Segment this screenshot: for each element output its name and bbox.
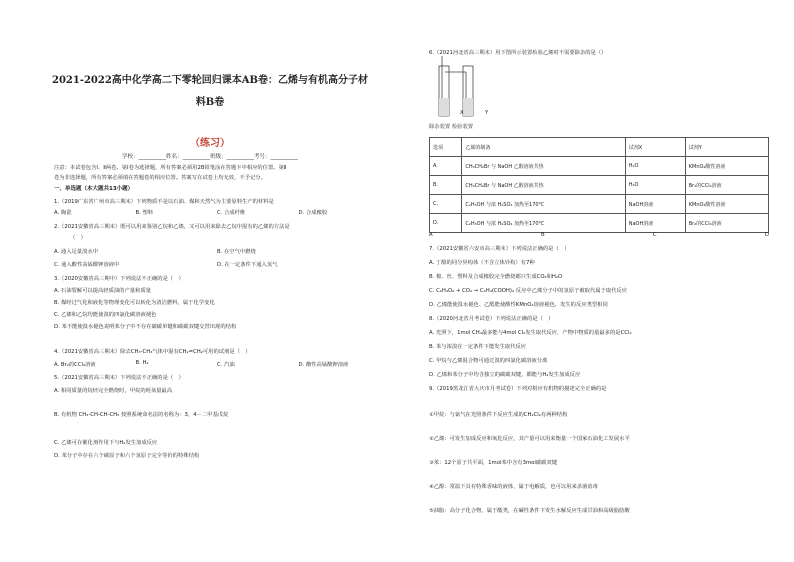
question-stem: （ ） — [70, 235, 86, 241]
left-column — [40, 0, 380, 562]
table-cell: D. — [430, 214, 462, 233]
text-line: ⑤油脂：高分子化合物，属于酯类，在碱性条件下发生水解反应生成甘油和高级脂肪酸 — [429, 508, 630, 514]
apparatus-caption: 除杂装置 检验装置 — [429, 124, 474, 130]
table-cell: KMnO₄酸性溶液 — [685, 157, 768, 176]
text-line: ④乙醇：常温下具有特殊香味的液体，属于电解质，也可以用来杀菌消毒 — [429, 484, 598, 490]
text-line: B. 苯与浓溴在一定条件下能发生取代反应 — [429, 344, 527, 350]
table-cell: CH₃CH₂Br 与 NaOH 乙醇溶液共热 — [462, 176, 625, 195]
option: C. 汽油 — [217, 362, 235, 368]
option: B — [540, 232, 545, 238]
student-info: 学校：__________姓名：__________班级：__________考号：__________ — [121, 154, 298, 160]
option: C — [652, 232, 657, 238]
option: D. 在一定条件下通入氢气 — [217, 262, 278, 268]
question-options — [429, 232, 769, 238]
table-cell: H₂O — [625, 157, 685, 176]
table-header-row — [430, 138, 769, 157]
text-line: ③苯：12个原子共平面，1mol苯中含有3mol碳碳双键 — [429, 460, 558, 466]
option-line: B. 煤经过气化和液化等物理变化可以转化为清洁燃料，属于化学变化 — [54, 300, 215, 306]
option: A. Br₂的CCl₄溶液 — [54, 362, 96, 368]
option: B. H₂ — [135, 360, 149, 366]
question-stem: 1.（2019广东省广州市高三期末）下列物质不是以石油、煤和天然气为主要原料生产的材料是 — [54, 199, 274, 205]
table-row — [430, 195, 769, 214]
option: B. 塑料 — [135, 210, 154, 216]
notice-line-2: 卷为非选择题，所有答案必须填在答题卷的相应位置。答案写在试卷上均无效，不予记分。 — [54, 175, 266, 181]
table-row — [430, 157, 769, 176]
option: A — [429, 232, 433, 238]
table-cell: NaOH溶液 — [625, 195, 685, 214]
table-cell: H₂O — [625, 176, 685, 195]
question-options — [54, 247, 380, 255]
table-header: 乙烯的制备 — [462, 138, 625, 157]
question-stem: 5.（2021安徽省高三期末）下列说法不正确的是（ ） — [54, 375, 184, 381]
table-cell: C. — [430, 195, 462, 214]
option: C. 合成纤维 — [217, 210, 246, 216]
text-line: 7.（2021安徽省六安市高三期末）下列说法正确的是（ ） — [429, 246, 570, 252]
table-cell: CH₃CH₂Br 与 NaOH 乙醇溶液共热 — [462, 157, 625, 176]
table-cell: A. — [430, 157, 462, 176]
option-line: B. 有机物 CH₃-CH-CH-CH₃ 按照系统命名法的名称为：3，4－二甲基戊烷 — [54, 412, 229, 418]
question-options — [54, 208, 380, 216]
notice-line-1: 注意：本试卷包含Ⅰ、Ⅱ两卷。第Ⅰ卷为选择题，所有答案必须用2B铅笔涂在答题卡中相应的位置。第Ⅱ — [54, 165, 287, 171]
option-line: D. 苯不能使溴水褪色说明苯分子中不存在碳碳单键和碳碳双键交替出现的结构 — [54, 324, 237, 330]
subtitle: （练习） — [190, 138, 230, 149]
question-options — [54, 260, 380, 268]
text-line: ②乙烯：可发生加成反应和氧化反应，其产量可以用来衡量一个国家石油化工发展水平 — [429, 436, 630, 442]
label-x: X — [460, 110, 464, 116]
title-line-2: 料B卷 — [195, 97, 225, 108]
question-stem: 2.（2021安徽省高三期末）既可以用来鉴别乙烷和乙烯，又可以用来除去乙烷中混有的乙烯的方法是 — [54, 224, 290, 230]
table-cell: Br₂的CCl₄溶液 — [685, 176, 768, 195]
option: D — [764, 232, 769, 238]
right-column — [415, 0, 769, 562]
question-stem: 4.（2021安徽省高三期末）除去CH₃-CH₃气体中混有CH₂=CH₂可用的试剂是（ ） — [54, 349, 251, 355]
text-line: C. C₂H₄O₂ + CO₂ → C₂H₄(COOH)₂ 反应中乙烯分子中的氢原子被取代属于取代反应 — [429, 288, 628, 294]
text-line: 8.（2020河北省月考试卷）下列说法正确的是（ ） — [429, 316, 554, 322]
text-line: ①甲烷：与氯气在光照条件下反应生成的CH₂Cl₂有两种结构 — [429, 412, 568, 418]
table-cell: Br₂的CCl₄溶液 — [685, 214, 768, 233]
title-line-1: 2021-2022高中化学高二下零轮回归课本AB卷：乙烯与有机高分子材 — [51, 75, 369, 86]
table-row — [430, 214, 769, 233]
option-line: D. 苯分子中存在六个碳原子和六个氢原子完全等价的特殊结构 — [54, 453, 200, 459]
notice — [54, 163, 379, 183]
text-line: D. 乙烯能使溴水褪色、乙醛能使酸性KMnO₄溶液褪色，发生的反应类型相同 — [429, 302, 608, 308]
option-line: C. 乙烯可在催化剂作用下与H₂发生加成反应 — [54, 440, 158, 446]
label-y: Y — [485, 110, 489, 116]
option-line: C. 乙烯和乙烷均能使溴的四氯化碳溶液褪色 — [54, 312, 157, 318]
option: A. 通入足量溴水中 — [54, 249, 98, 255]
question-options — [54, 360, 380, 368]
table-header: 选项 — [430, 138, 462, 157]
table-cell: B. — [430, 176, 462, 195]
table-row — [430, 176, 769, 195]
option-line: A. 石油裂解可以提高轻质油的产量和质量 — [54, 288, 151, 294]
table-cell: C₂H₅OH 与浓 H₂SO₄ 加热至170℃ — [462, 214, 625, 233]
question-stem: 6.（2021河北省高三期末）用下图所示装置检验乙烯时不需要除杂的是（） — [429, 50, 607, 56]
option: B. 在空气中燃烧 — [217, 249, 256, 255]
option: D. 酸性高锰酸钾溶液 — [298, 362, 349, 368]
table-cell: KMnO₄酸性溶液 — [685, 195, 768, 214]
option: C. 通入酸性高锰酸钾溶液中 — [54, 262, 120, 268]
text-line: D. 乙烯和苯分子中均含独立的碳碳双键，都能与H₂发生加成反应 — [429, 372, 581, 378]
text-line: B. 棉、丝、塑料及合成橡胶完全燃烧都只生成CO₂和H₂O — [429, 274, 563, 280]
question-stem: 3.（2020安徽省高三期中）下列说法不正确的是（ ） — [54, 276, 184, 282]
page-title — [40, 70, 380, 114]
reagent-table — [429, 137, 769, 233]
table-cell: C₂H₅OH 与浓 H₂SO₄ 加热至170℃ — [462, 195, 625, 214]
table-cell: NaOH溶液 — [625, 214, 685, 233]
section-heading: 一、单选题（本大题共13小题） — [54, 186, 134, 192]
text-line: C. 甲烷与乙烯混合物可通过溴的四氯化碳溶液分离 — [429, 358, 548, 364]
table-header: 试剂Y — [685, 138, 768, 157]
option-line: A. 相同质量的烷烃完全燃烧时，甲烷的耗氧量最高 — [54, 388, 173, 394]
text-line: A. 丁醇的同分异构体（不含立体异构）有7种 — [429, 260, 535, 266]
option: A. 陶瓷 — [54, 210, 72, 216]
text-line: A. 光照下，1mol CH₄最多能与4mol Cl₂发生取代反应，产物中物质的量最多的是CCl₄ — [429, 330, 632, 336]
text-line: 9.（2019黑龙江省大庆市月考试卷）下列对相应有机物的描述完全正确的是 — [429, 386, 607, 392]
table-header: 试剂X — [625, 138, 685, 157]
option: D. 合成橡胶 — [298, 210, 328, 216]
